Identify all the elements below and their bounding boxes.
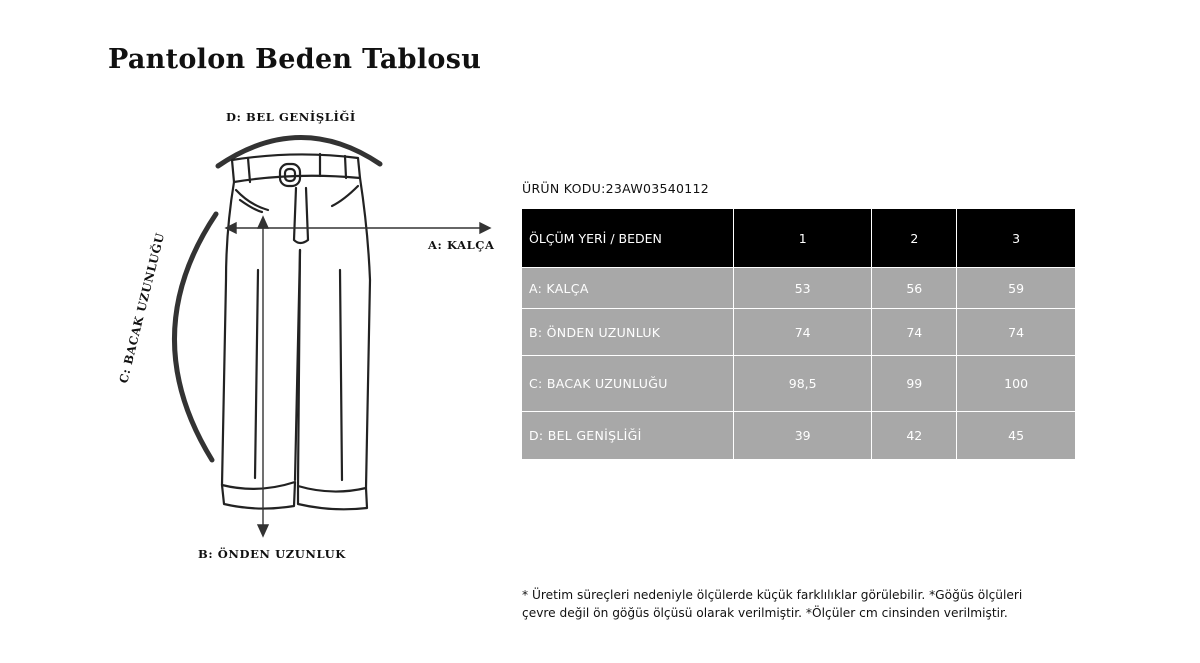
table-row <box>522 356 1075 412</box>
table-row <box>522 309 1075 356</box>
label-front-length: B: ÖNDEN UZUNLUK <box>198 547 346 561</box>
cell-value: 39 <box>734 412 872 460</box>
row-label: C: BACAK UZUNLUĞU <box>522 356 734 412</box>
footnote-line-2: çevre değil ön göğüs ölçüsü olarak verilmiştir. *Ölçüler cm cinsinden verilmiştir. <box>522 606 1008 620</box>
footnote <box>522 586 1082 622</box>
label-waist-width: D: BEL GENİŞLİĞİ <box>226 110 356 124</box>
cell-value: 56 <box>872 268 957 309</box>
pants-outline <box>222 154 370 509</box>
cell-value: 98,5 <box>734 356 872 412</box>
header-measurement: ÖLÇÜM YERİ / BEDEN <box>522 209 734 268</box>
row-label: D: BEL GENİŞLİĞİ <box>522 412 734 460</box>
size-table <box>522 209 1075 459</box>
table-row <box>522 268 1075 309</box>
cell-value: 100 <box>957 356 1075 412</box>
leg-length-arc <box>174 214 216 460</box>
header-size-2: 2 <box>872 209 957 268</box>
cell-value: 74 <box>957 309 1075 356</box>
cell-value: 53 <box>734 268 872 309</box>
row-label: A: KALÇA <box>522 268 734 309</box>
cell-value: 74 <box>872 309 957 356</box>
header-size-3: 3 <box>957 209 1075 268</box>
cell-value: 74 <box>734 309 872 356</box>
cell-value: 59 <box>957 268 1075 309</box>
cell-value: 42 <box>872 412 957 460</box>
label-hip: A: KALÇA <box>428 238 495 252</box>
table-row <box>522 412 1075 460</box>
row-label: B: ÖNDEN UZUNLUK <box>522 309 734 356</box>
table-header-row <box>522 209 1075 268</box>
footnote-line-1: * Üretim süreçleri nedeniyle ölçülerde küçük farklılıklar görülebilir. *Göğüs ölçüleri <box>522 588 1023 602</box>
cell-value: 45 <box>957 412 1075 460</box>
waist-arc <box>218 137 380 166</box>
page-title: Pantolon Beden Tablosu <box>108 44 482 75</box>
cell-value: 99 <box>872 356 957 412</box>
label-leg-length: C: BACAK UZUNLUĞU <box>116 231 168 385</box>
header-size-1: 1 <box>734 209 872 268</box>
product-code: ÜRÜN KODU:23AW03540112 <box>522 181 710 196</box>
